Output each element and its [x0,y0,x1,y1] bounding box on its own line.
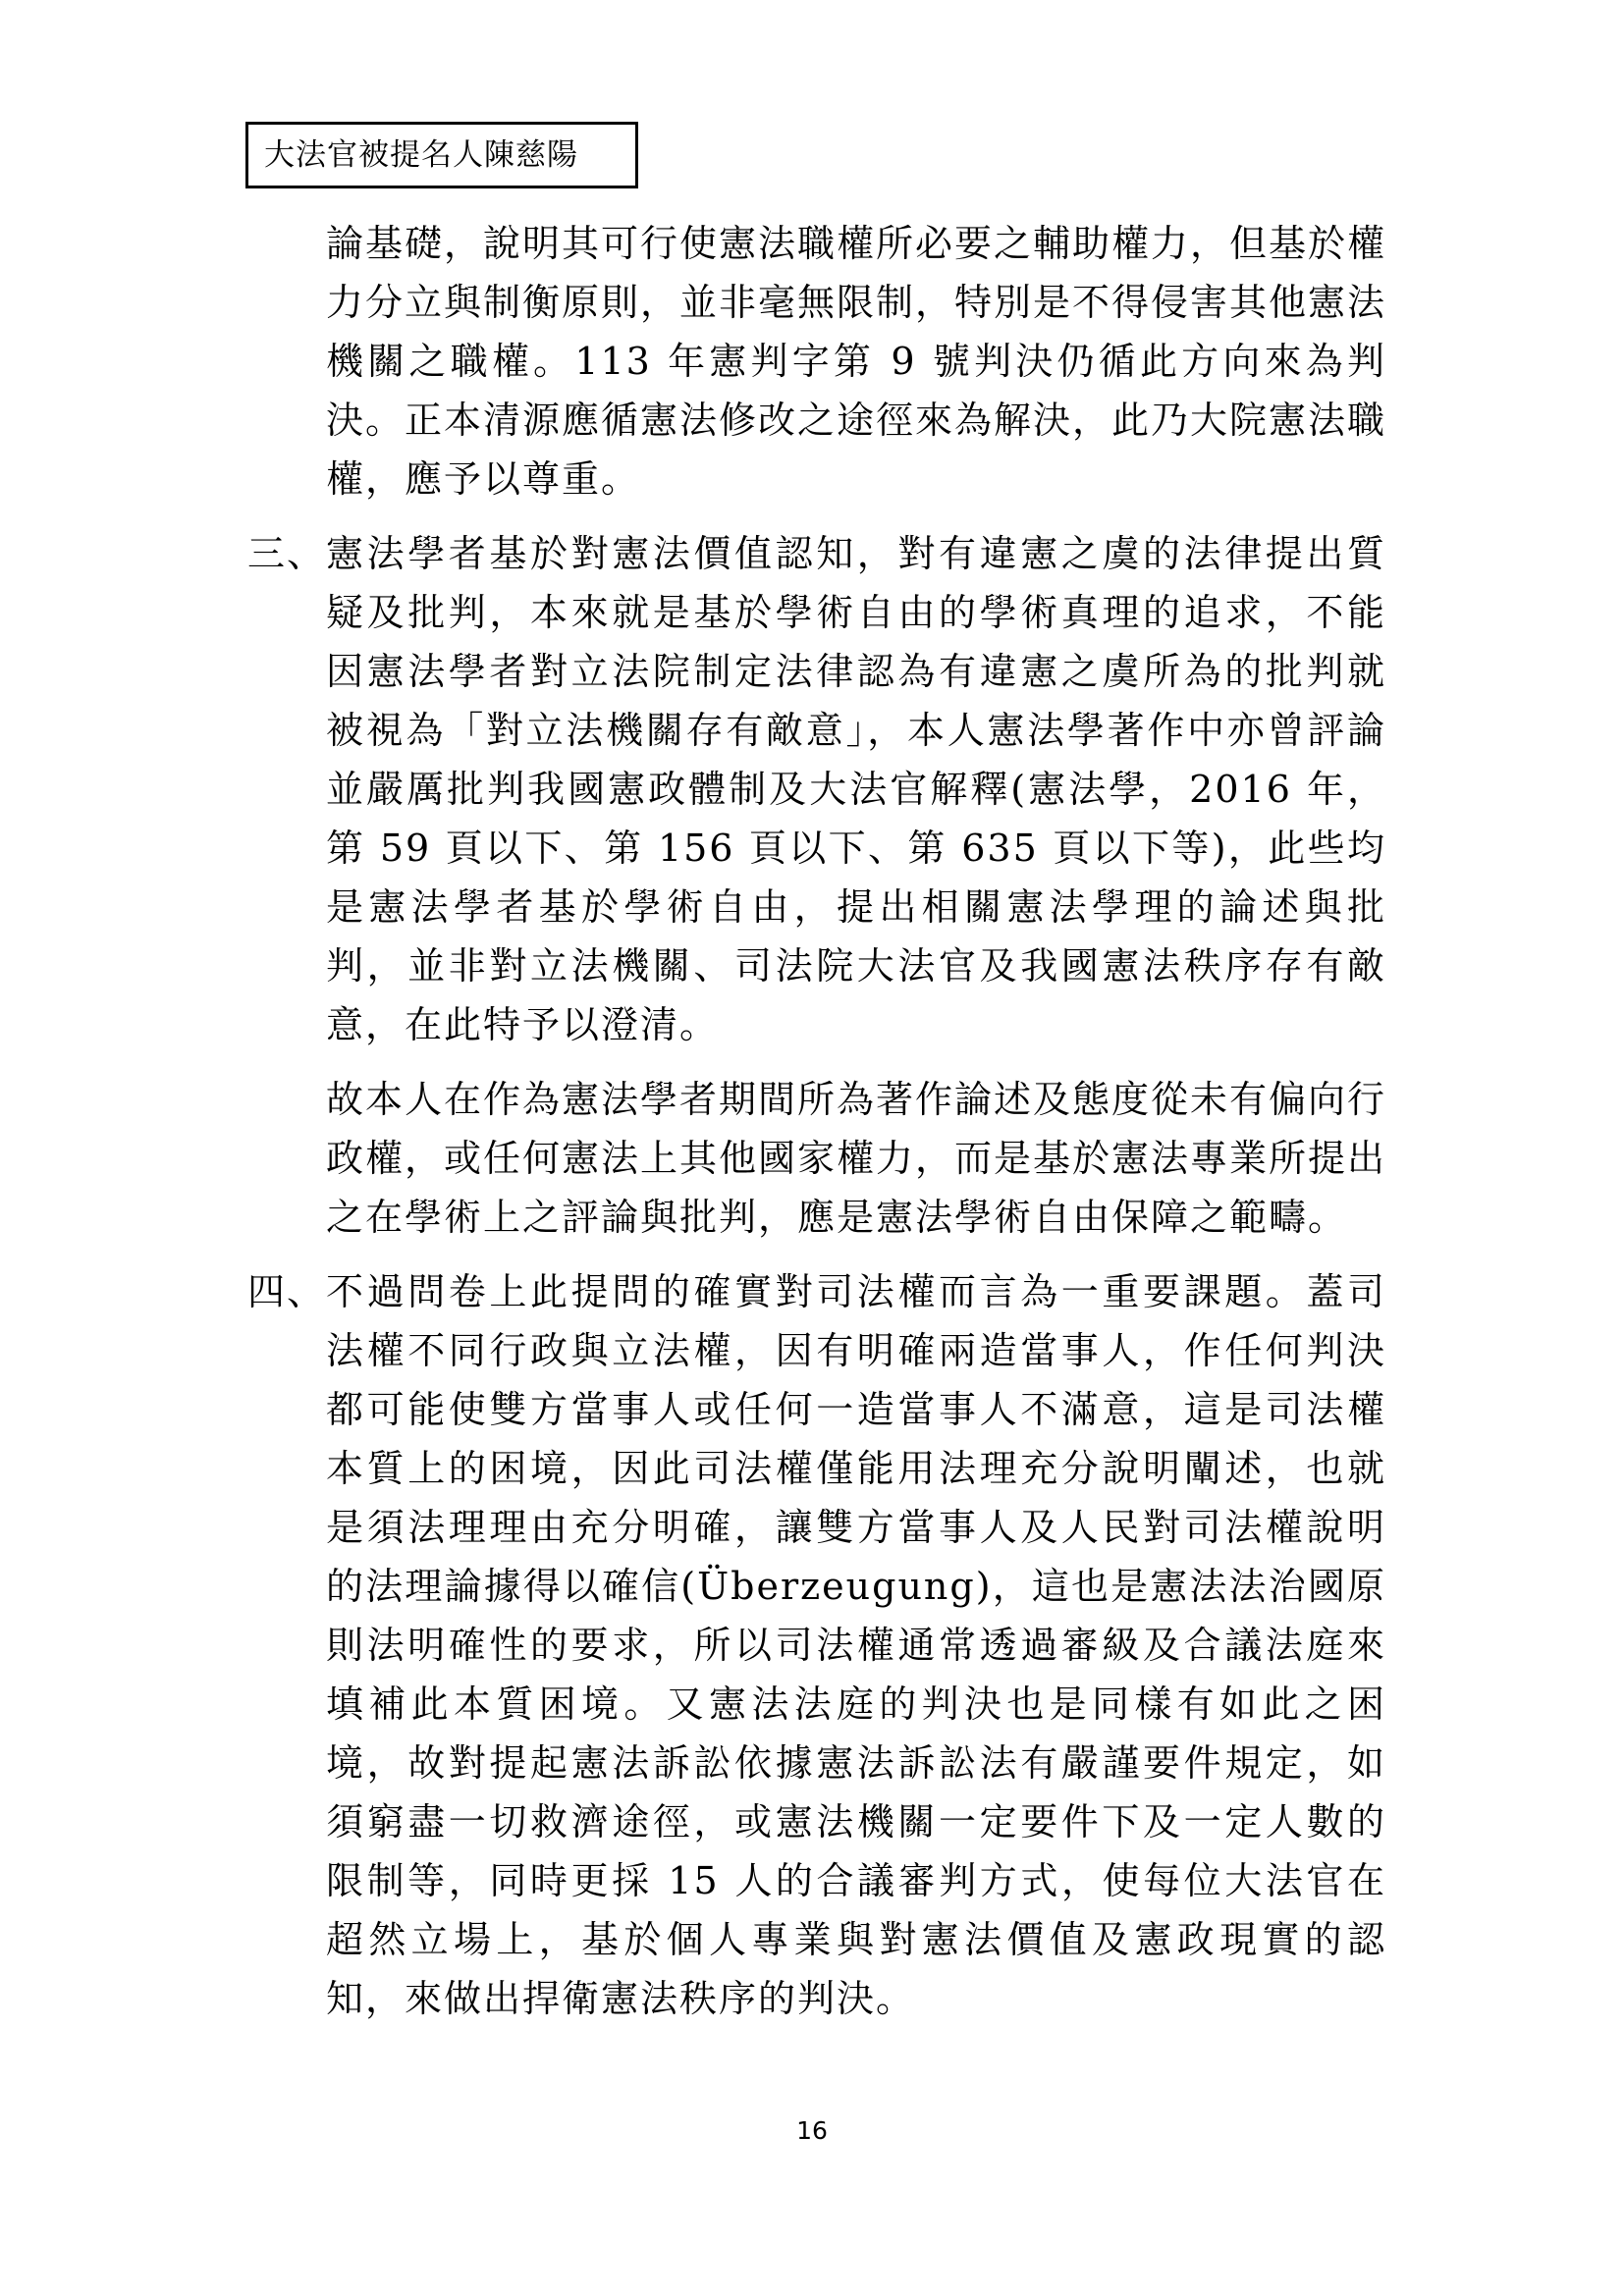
page-number: 16 [796,2116,828,2145]
list-marker: 三、 [247,532,327,575]
nominee-header-box [245,122,638,188]
nominee-label: 大法官被提名人陳慈陽 [264,136,578,173]
list-item-text: 憲法學者基於對憲法價值認知，對有違憲之虞的法律提出質疑及批判，本來就是基於學術自由的學術真理的追求，不能因憲法學者對立法院制定法律認為有違憲之虞所為的批判就被視為「對立法機關存有敵意」，本人憲法學著作中亦曾評論並嚴厲批判我國憲政體制及大法官解釋(憲法學，2016 年，第 59 頁以下、第 156 頁以下、第 635 頁以下等)，此些均是憲法學者基於學術自由，提出相關憲法學理的論述與批判，並非對立法機關、司法院大法官及我國憲法秩序存有敵意，在此特予以澄清。 [326,532,1386,1046]
document-body [247,214,1386,2028]
list-item-text: 不過問卷上此提問的確實對司法權而言為一重要課題。蓋司法權不同行政與立法權，因有明確兩造當事人，作任何判決都可能使雙方當事人或任何一造當事人不滿意，這是司法權本質上的困境，因此司法權僅能用法理充分說明闡述，也就是須法理理由充分明確，讓雙方當事人及人民對司法權說明的法理論據得以確信(Überzeugung)，這也是憲法法治國原則法明確性的要求，所以司法權通常透過審級及合議法庭來填補此本質困境。又憲法法庭的判決也是同樣有如此之困境，故對提起憲法訴訟依據憲法訴訟法有嚴謹要件規定，如須窮盡一切救濟途徑，或憲法機關一定要件下及一定人數的限制等，同時更採 15 人的合議審判方式，使每位大法官在超然立場上，基於個人專業與對憲法價值及憲政現實的認知，來做出捍衛憲法秩序的判決。 [326,1270,1386,2020]
item-3-followup-paragraph: 故本人在作為憲法學者期間所為著作論述及態度從未有偏向行政權，或任何憲法上其他國家權力，而是基於憲法專業所提出之在學術上之評論與批判，應是憲法學術自由保障之範疇。 [326,1078,1387,1239]
continuation-paragraph: 論基礎，說明其可行使憲法職權所必要之輔助權力，但基於權力分立與制衡原則，並非毫無限制，特別是不得侵害其他憲法機關之職權。113 年憲判字第 9 號判決仍循此方向來為判決。正本清源應循憲法修改之途徑來為解決，此乃大院憲法職權，應予以尊重。 [326,222,1387,501]
list-item-3 [247,524,1386,1054]
list-marker: 四、 [247,1270,327,1313]
list-item-4 [247,1262,1386,2028]
